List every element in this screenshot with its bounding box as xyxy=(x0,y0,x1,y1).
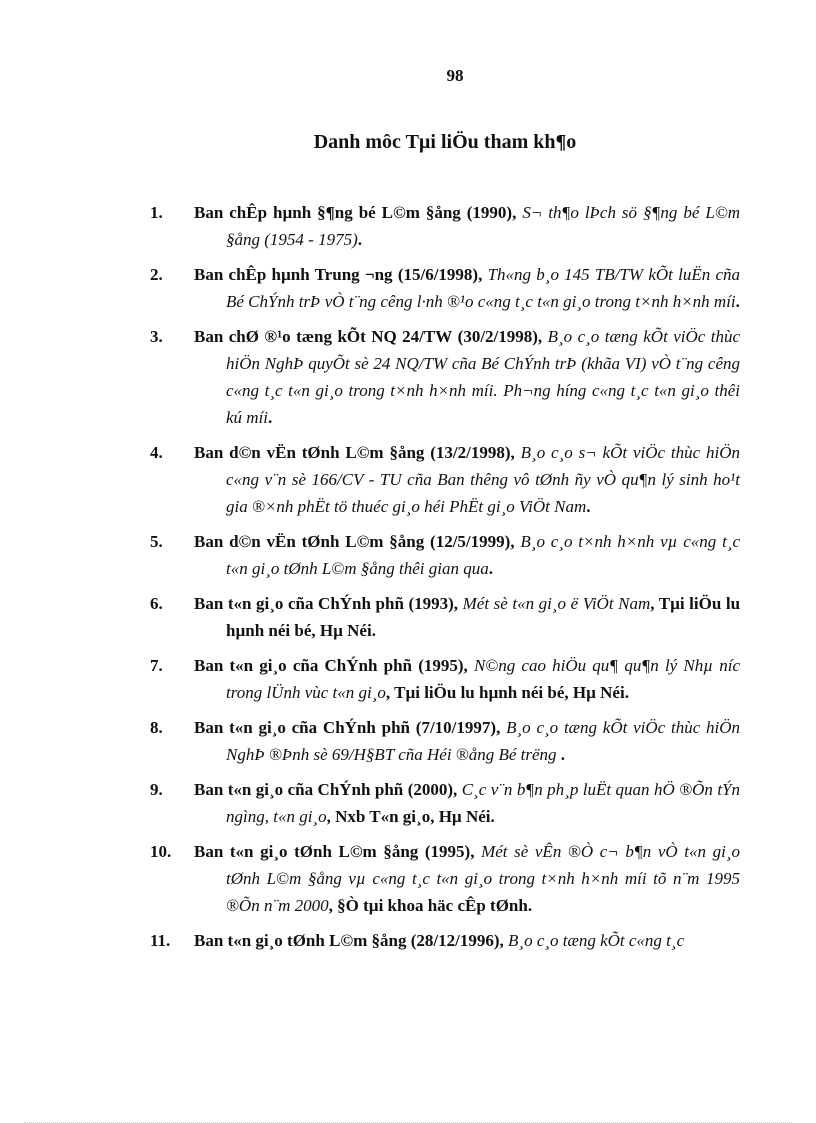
reference-item xyxy=(150,199,740,253)
reference-number: 5. xyxy=(150,532,163,551)
reference-date: (1995), xyxy=(424,842,475,861)
page-number: 98 xyxy=(446,66,464,85)
reference-item xyxy=(150,590,740,644)
reference-author: Ban t«n gi¸o cña ChÝnh phñ xyxy=(194,780,404,799)
reference-author: Ban t«n gi¸o cña ChÝnh phñ xyxy=(194,594,404,613)
reference-title: Mét sè vÊn ®Ò c¬ b¶n vÒ t«n gi¸o tØnh L©m §ång vµ c«ng t¸c t«n gi¸o trong t×nh h×nh míi tõ n¨m 1995 ®Õn n¨m 2000 xyxy=(226,842,740,915)
reference-publisher: . xyxy=(556,745,566,764)
reference-item xyxy=(150,776,740,830)
reference-date: (28/12/1996), xyxy=(410,931,504,950)
reference-date: (2000), xyxy=(407,780,458,799)
reference-number: 4. xyxy=(150,443,163,462)
reference-item xyxy=(150,528,740,582)
reference-title: B¸o c¸o s¬ kÕt viÖc thùc hiÖn c«ng v¨n sè 166/CV - TU cña Ban thêng vô tØnh ñy vÒ qu¶n lý sinh ho¹t gia ®×nh phËt tö thuéc gi¸o héi PhËt gi¸o ViÖt Nam xyxy=(226,443,741,516)
reference-author: Ban d©n vËn tØnh L©m §ång xyxy=(194,532,425,551)
reference-number: 7. xyxy=(150,656,163,675)
reference-title: B¸o c¸o tæng kÕt c«ng t¸c xyxy=(508,931,685,950)
reference-body xyxy=(194,323,740,431)
reference-body xyxy=(194,652,740,706)
reference-number: 9. xyxy=(150,780,163,799)
reference-item xyxy=(150,838,740,919)
reference-publisher: . xyxy=(268,408,273,427)
reference-date: (13/2/1998), xyxy=(430,443,515,462)
reference-date: (1993), xyxy=(408,594,459,613)
reference-date: (12/5/1999), xyxy=(430,532,515,551)
reference-publisher: , Tµi liÖu lu hµnh néi bé, Hµ Néi. xyxy=(226,594,741,640)
reference-item xyxy=(150,261,740,315)
reference-date: (30/2/1998), xyxy=(457,327,543,346)
reference-title: C¸c v¨n b¶n ph¸p luËt quan hÖ ®Õn tÝn ngìng, t«n gi¸o xyxy=(226,780,740,826)
reference-title: B¸o c¸o tæng kÕt viÖc thùc hiÖn NghÞ ®Þnh sè 69/H§BT cña Héi ®ång Bé trëng xyxy=(226,718,741,764)
reference-publisher: , Nxb T«n gi¸o, Hµ Néi. xyxy=(326,807,495,826)
reference-body xyxy=(194,927,740,954)
reference-body xyxy=(194,838,740,919)
reference-author: Ban chØ ®¹o tæng kÕt NQ 24/TW xyxy=(194,327,453,346)
page-title: Danh môc Tµi liÖu tham kh¶o xyxy=(313,131,577,153)
reference-number: 10. xyxy=(150,842,172,861)
reference-author: Ban t«n gi¸o cña ChÝnh phñ xyxy=(194,718,410,737)
reference-item xyxy=(150,714,740,768)
reference-item xyxy=(150,652,740,706)
reference-title: Th«ng b¸o 145 TB/TW kÕt luËn cña Bé ChÝnh trÞ vÒ t¨ng cêng l·nh ®¹o c«ng t¸c t«n gi¸o trong t×nh h×nh míi xyxy=(226,265,741,311)
reference-body xyxy=(194,199,740,253)
reference-item xyxy=(150,323,740,431)
reference-number: 11. xyxy=(150,931,171,950)
reference-author: Ban chÊp hµnh §¶ng bé L©m §ång xyxy=(194,203,461,222)
reference-date: (1995), xyxy=(418,656,468,675)
reference-publisher: , §Ò tµi khoa häc cÊp tØnh. xyxy=(328,896,533,915)
reference-title: B¸o c¸o t×nh h×nh vµ c«ng t¸c t«n gi¸o tØnh L©m §ång thêi gian qua xyxy=(226,532,741,578)
reference-publisher: . xyxy=(488,559,493,578)
reference-date: (15/6/1998), xyxy=(397,265,483,284)
reference-item xyxy=(150,927,740,954)
reference-number: 6. xyxy=(150,594,163,613)
reference-author: Ban chÊp hµnh Trung ¬ng xyxy=(194,265,393,284)
reference-publisher: . xyxy=(735,292,740,311)
reference-publisher: . xyxy=(357,230,362,249)
reference-body xyxy=(194,590,740,644)
reference-item xyxy=(150,439,740,520)
reference-author: Ban t«n gi¸o cña ChÝnh phñ xyxy=(194,656,412,675)
reference-number: 1. xyxy=(150,203,163,222)
reference-list xyxy=(150,199,740,962)
reference-title: S¬ th¶o lÞch sö §¶ng bé L©m §ång (1954 - 1975) xyxy=(226,203,741,249)
reference-number: 2. xyxy=(150,265,163,284)
reference-number: 3. xyxy=(150,327,163,346)
reference-author: Ban d©n vËn tØnh L©m §ång xyxy=(194,443,425,462)
reference-title: Mét sè t«n gi¸o ë ViÖt Nam xyxy=(462,594,651,613)
reference-date: (7/10/1997), xyxy=(415,718,501,737)
reference-body xyxy=(194,261,740,315)
reference-publisher: . xyxy=(586,497,591,516)
reference-body xyxy=(194,776,740,830)
reference-publisher: , Tµi liÖu lu hµnh néi bé, Hµ Néi. xyxy=(385,683,629,702)
reference-body xyxy=(194,528,740,582)
reference-date: (1990), xyxy=(466,203,517,222)
reference-title: N©ng cao hiÖu qu¶ qu¶n lý Nhµ níc trong lÜnh vùc t«n gi¸o xyxy=(226,656,740,702)
reference-body xyxy=(194,714,740,768)
reference-author: Ban t«n gi¸o tØnh L©m §ång xyxy=(194,931,407,950)
reference-number: 8. xyxy=(150,718,163,737)
reference-title: B¸o c¸o tæng kÕt viÖc thùc hiÖn NghÞ quyÕt sè 24 NQ/TW cña Bé ChÝnh trÞ (khãa VI) vÒ t¨ng cêng c«ng t¸c t«n gi¸o trong t×nh h×nh míi. Ph¬ng híng c«ng t¸c t«n gi¸o thêi kú míi xyxy=(226,327,741,427)
reference-body xyxy=(194,439,740,520)
reference-author: Ban t«n gi¸o tØnh L©m §ång xyxy=(194,842,419,861)
